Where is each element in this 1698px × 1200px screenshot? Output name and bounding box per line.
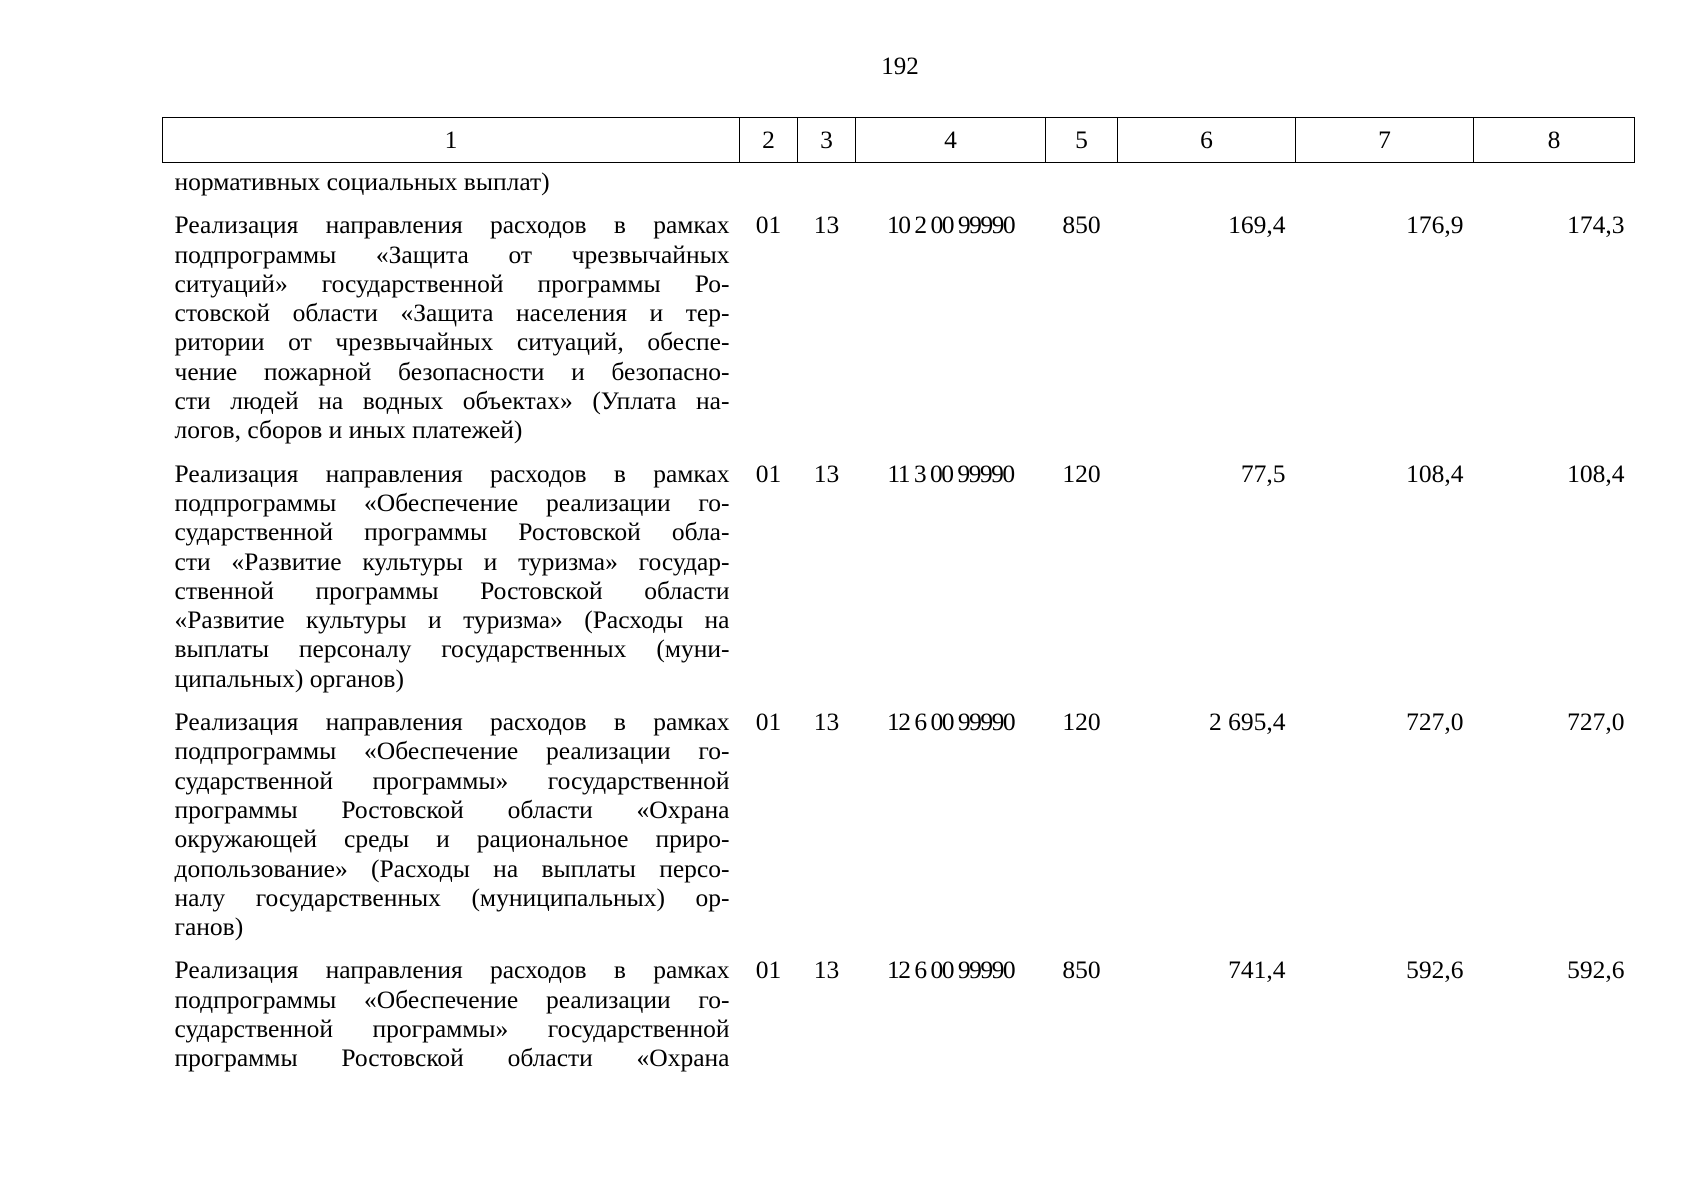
cell-col-2: 01 (755, 458, 782, 488)
header-col-4: 4 (856, 118, 1046, 163)
description-line: логов, сборов и иных платежей) (174, 415, 523, 445)
header-col-1: 1 (163, 118, 740, 163)
table-row (163, 955, 1635, 1086)
cell-col-8: 727,0 (1567, 707, 1625, 737)
cell-col-6: 77,5 (1240, 458, 1286, 488)
table-row (163, 707, 1635, 955)
cell-col-6: 741,4 (1228, 955, 1286, 985)
description-line: ритории от чрезвычайных ситуаций, обеспе- (174, 327, 730, 357)
description-line: Реализация направления расходов в рамках (174, 955, 730, 985)
description-line: сти людей на водных объектах» (Уплата на- (174, 386, 730, 416)
continuation-row (163, 163, 1635, 211)
page-number-text: 192 (881, 53, 919, 80)
description-line: чение пожарной безопасности и безопасно- (174, 356, 730, 386)
cell-col-8: 592,6 (1567, 955, 1625, 985)
row-description (163, 955, 740, 1086)
cell-col-4: 12 6 00 99990 (886, 707, 1015, 737)
description-line: Реализация направления расходов в рамках (174, 458, 730, 488)
description-line: Реализация направления расходов в рамках (174, 210, 730, 240)
description-line: программы Ростовской области «Охрана (174, 794, 730, 824)
cell-col-4: 12 6 00 99990 (886, 955, 1015, 985)
cell-col-8: 108,4 (1567, 458, 1625, 488)
cell-col-6: 2 695,4 (1209, 707, 1286, 737)
cell-col-7: 727,0 (1406, 707, 1464, 737)
cell-col-3: 13 (813, 210, 840, 240)
cell-col-5: 120 (1062, 458, 1101, 488)
continuation-text: нормативных социальных выплат) (174, 167, 550, 196)
description-line: подпрограммы «Обеспечение реализации го- (174, 736, 730, 766)
cell-col-6: 169,4 (1228, 210, 1286, 240)
description-line: программы Ростовской области «Охрана (174, 1043, 730, 1073)
description-line: подпрограммы «Обеспечение реализации го- (174, 487, 730, 517)
header-col-5: 5 (1046, 118, 1118, 163)
page-number (0, 52, 1698, 82)
description-line: выплаты персоналу государственных (муни- (174, 634, 730, 664)
description-line: ципальных) органов) (174, 663, 404, 693)
cell-col-4: 11 3 00 99990 (887, 458, 1014, 488)
table-header (163, 118, 1635, 163)
description-line: подпрограммы «Защита от чрезвычайных (174, 239, 730, 269)
description-line: ситуаций» государственной программы Ро- (174, 268, 730, 298)
description-line: ственной программы Ростовской области (174, 575, 730, 605)
cell-col-5: 850 (1062, 955, 1101, 985)
description-line: сударственной программы» государственной (174, 1014, 730, 1044)
cell-col-5: 850 (1062, 210, 1101, 240)
description-line: сударственной программы Ростовской обла- (174, 517, 730, 547)
cell-col-5: 120 (1062, 707, 1101, 737)
cell-col-8: 174,3 (1567, 210, 1625, 240)
header-col-2: 2 (740, 118, 798, 163)
table-body (163, 163, 1635, 1087)
description-line: допользование» (Расходы на выплаты персо- (174, 853, 730, 883)
table-row (163, 459, 1635, 707)
description-line: «Развитие культуры и туризма» (Расходы на (174, 605, 730, 635)
cell-col-2: 01 (755, 210, 782, 240)
header-col-3: 3 (798, 118, 856, 163)
table-row (163, 210, 1635, 458)
cell-col-2: 01 (755, 707, 782, 737)
header-col-7: 7 (1296, 118, 1474, 163)
cell-col-4: 10 2 00 99990 (886, 210, 1015, 240)
description-line: сти «Развитие культуры и туризма» государ- (174, 546, 730, 576)
cell-col-3: 13 (813, 707, 840, 737)
cell-col-2: 01 (755, 955, 782, 985)
cell-col-7: 592,6 (1406, 955, 1464, 985)
description-line: ганов) (174, 912, 244, 942)
cell-col-7: 176,9 (1406, 210, 1464, 240)
description-line: сударственной программы» государственной (174, 765, 730, 795)
header-col-8: 8 (1474, 118, 1635, 163)
description-line: Реализация направления расходов в рамках (174, 707, 730, 737)
row-description (163, 210, 740, 458)
row-description (163, 459, 740, 707)
budget-table (162, 117, 1635, 1087)
cell-col-3: 13 (813, 955, 840, 985)
row-description (163, 707, 740, 955)
description-line: окружающей среды и рациональное приро- (174, 824, 730, 854)
cell-col-3: 13 (813, 458, 840, 488)
description-line: налу государственных (муниципальных) ор- (174, 882, 730, 912)
description-line: стовской области «Защита населения и тер- (174, 298, 730, 328)
header-row (163, 118, 1635, 163)
header-col-6: 6 (1118, 118, 1296, 163)
cell-col-7: 108,4 (1406, 458, 1464, 488)
description-line: подпрограммы «Обеспечение реализации го- (174, 984, 730, 1014)
